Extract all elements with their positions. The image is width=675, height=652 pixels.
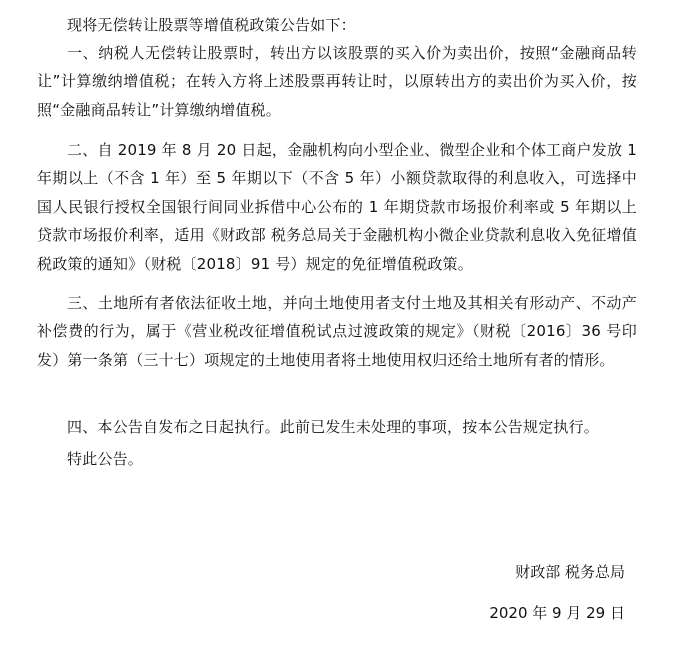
date-line: 2020 年 9 月 29 日 [489, 604, 625, 622]
signature-line: 财政部 税务总局 [515, 563, 625, 581]
item-two-paragraph: 二、自 2019 年 8 月 20 日起，金融机构向小型企业、微型企业和个体工商户发放 1 年期以上（不含 1 年）至 5 年期以下（不含 5 年）小额贷款取得的利息收入，可选择中国人民银行授权全国银行间同业拆借中心公布的 1 年期贷款市场报价利率或 5 年期以上贷款市场报价利率，适用《财政部 税务总局关于金融机构小微企业贷款利息收入免征增值税政策的通知》（财税〔2018〕91 号）规定的免征增值税政策。 [37, 141, 637, 273]
closing-paragraph: 特此公告。 [67, 450, 144, 468]
item-one-paragraph: 一、纳税人无偿转让股票时，转出方以该股票的买入价为卖出价，按照“金融商品转让”计算缴纳增值税；在转入方将上述股票再转让时，以原转出方的卖出价为买入价，按照“金融商品转让”计算缴纳增值税。 [37, 44, 637, 119]
intro-paragraph: 现将无偿转让股票等增值税政策公告如下： [67, 16, 356, 34]
item-four-paragraph: 四、本公告自发布之日起执行。此前已发生未处理的事项，按本公告规定执行。 [67, 418, 600, 436]
item-three-paragraph: 三、土地所有者依法征收土地，并向土地使用者支付土地及其相关有形动产、不动产补偿费的行为，属于《营业税改征增值税试点过渡政策的规定》（财税〔2016〕36 号印发）第一条第（三十七）项规定的土地使用者将土地使用权归还给土地所有者的情形。 [37, 294, 637, 369]
